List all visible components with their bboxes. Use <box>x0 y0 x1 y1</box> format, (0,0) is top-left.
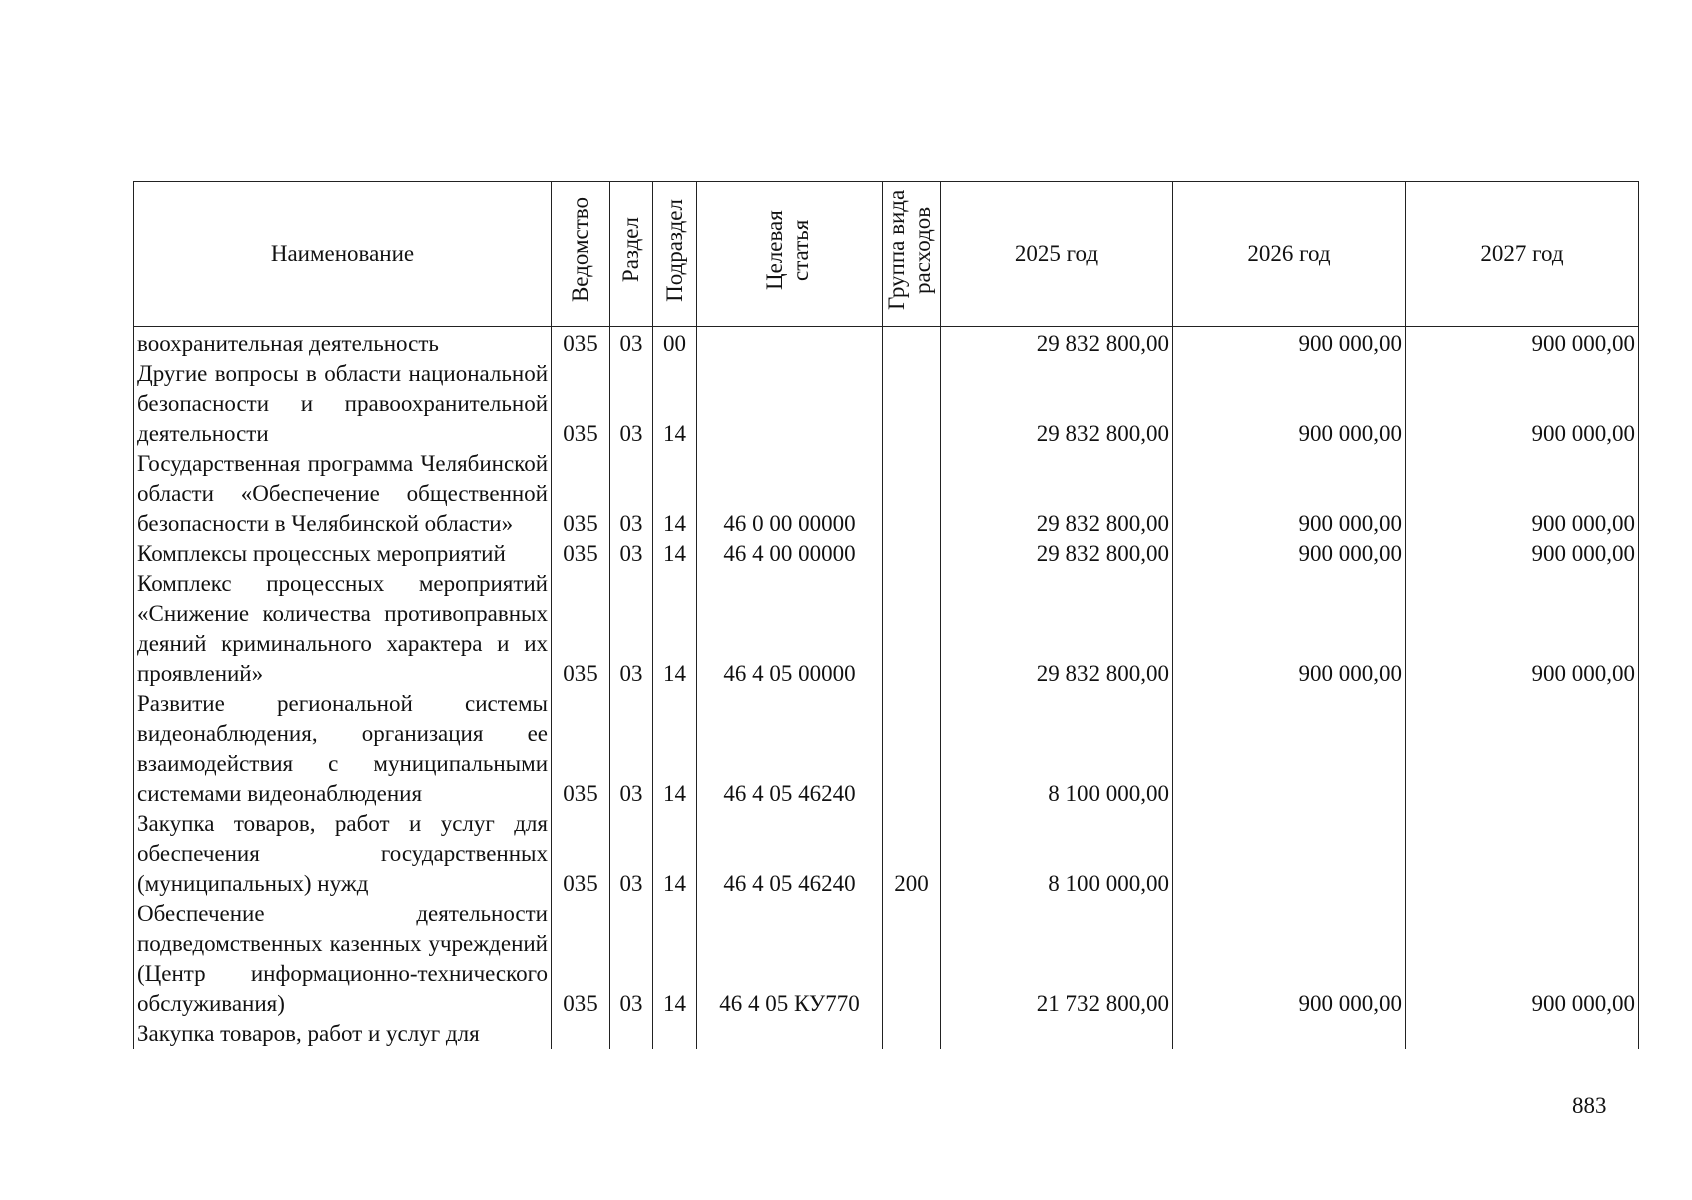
row-dept: 035 <box>552 327 610 360</box>
row-2027 <box>1406 809 1639 899</box>
row-name: Обеспечение деятельности подведомственных казенных учреждений (Центр информационно-технического обслуживания) <box>134 899 552 1019</box>
row-group <box>883 449 941 539</box>
row-section: 03 <box>610 327 653 360</box>
table-row <box>134 1019 1639 1049</box>
row-2027: 900 000,00 <box>1406 449 1639 539</box>
row-section: 03 <box>610 809 653 899</box>
budget-table <box>133 181 1639 1049</box>
row-2026: 900 000,00 <box>1173 327 1406 360</box>
row-name: Другие вопросы в области национальной безопасности и правоохранительной деятельности <box>134 359 552 449</box>
row-2027: 900 000,00 <box>1406 899 1639 1019</box>
row-2027: 900 000,00 <box>1406 539 1639 569</box>
row-2025 <box>941 1019 1173 1049</box>
row-2026: 900 000,00 <box>1173 449 1406 539</box>
row-group <box>883 359 941 449</box>
row-name: Государственная программа Челябинской области «Обеспечение общественной безопасности в Челябинской области» <box>134 449 552 539</box>
row-group <box>883 539 941 569</box>
row-2027 <box>1406 689 1639 809</box>
table-row <box>134 449 1639 539</box>
row-2025: 29 832 800,00 <box>941 539 1173 569</box>
table-row <box>134 899 1639 1019</box>
row-target <box>697 1019 883 1049</box>
header-subsection: Подраздел <box>653 182 697 327</box>
header-target: Целевая статья <box>697 182 883 327</box>
row-name: воохранительная деятельность <box>134 327 552 360</box>
row-target <box>697 327 883 360</box>
row-dept: 035 <box>552 809 610 899</box>
row-section: 03 <box>610 569 653 689</box>
page-number: 883 <box>1572 1093 1607 1118</box>
row-2026: 900 000,00 <box>1173 539 1406 569</box>
table-row <box>134 569 1639 689</box>
header-2026: 2026 год <box>1173 182 1406 327</box>
row-dept: 035 <box>552 899 610 1019</box>
row-group: 200 <box>883 809 941 899</box>
header-group: Группа вида расходов <box>883 182 941 327</box>
row-target: 46 4 05 46240 <box>697 689 883 809</box>
row-subsection: 14 <box>653 809 697 899</box>
row-2026: 900 000,00 <box>1173 359 1406 449</box>
row-name: Закупка товаров, работ и услуг для обеспечения государственных (муниципальных) нужд <box>134 809 552 899</box>
row-section <box>610 1019 653 1049</box>
header-row <box>134 182 1639 327</box>
row-dept: 035 <box>552 569 610 689</box>
row-subsection: 14 <box>653 569 697 689</box>
row-group <box>883 689 941 809</box>
row-dept <box>552 1019 610 1049</box>
row-dept: 035 <box>552 359 610 449</box>
row-target: 46 4 05 46240 <box>697 809 883 899</box>
table-row <box>134 689 1639 809</box>
row-name: Комплексы процессных мероприятий <box>134 539 552 569</box>
row-subsection <box>653 1019 697 1049</box>
header-2025: 2025 год <box>941 182 1173 327</box>
row-target: 46 4 05 КУ770 <box>697 899 883 1019</box>
row-name: Закупка товаров, работ и услуг для <box>134 1019 552 1049</box>
row-2026 <box>1173 1019 1406 1049</box>
header-2027: 2027 год <box>1406 182 1639 327</box>
row-dept: 035 <box>552 689 610 809</box>
row-2027 <box>1406 1019 1639 1049</box>
row-section: 03 <box>610 899 653 1019</box>
row-subsection: 14 <box>653 359 697 449</box>
row-section: 03 <box>610 539 653 569</box>
row-2027: 900 000,00 <box>1406 327 1639 360</box>
row-section: 03 <box>610 449 653 539</box>
row-name: Развитие региональной системы видеонаблюдения, организация ее взаимодействия с муниципальными системами видеонаблюдения <box>134 689 552 809</box>
row-2025: 29 832 800,00 <box>941 569 1173 689</box>
row-dept: 035 <box>552 449 610 539</box>
row-target: 46 0 00 00000 <box>697 449 883 539</box>
row-subsection: 14 <box>653 539 697 569</box>
row-target <box>697 359 883 449</box>
row-2025: 29 832 800,00 <box>941 449 1173 539</box>
row-target: 46 4 05 00000 <box>697 569 883 689</box>
row-2026: 900 000,00 <box>1173 569 1406 689</box>
header-section: Раздел <box>610 182 653 327</box>
row-2025: 8 100 000,00 <box>941 689 1173 809</box>
row-2025: 8 100 000,00 <box>941 809 1173 899</box>
row-subsection: 14 <box>653 899 697 1019</box>
row-2027: 900 000,00 <box>1406 569 1639 689</box>
header-name: Наименование <box>134 182 552 327</box>
row-2025: 29 832 800,00 <box>941 359 1173 449</box>
row-dept: 035 <box>552 539 610 569</box>
row-group <box>883 569 941 689</box>
row-2025: 29 832 800,00 <box>941 327 1173 360</box>
table-row <box>134 327 1639 360</box>
table-row <box>134 359 1639 449</box>
row-group <box>883 899 941 1019</box>
row-2026: 900 000,00 <box>1173 899 1406 1019</box>
row-2026 <box>1173 809 1406 899</box>
row-section: 03 <box>610 689 653 809</box>
table-row <box>134 539 1639 569</box>
row-name: Комплекс процессных мероприятий «Снижение количества противоправных деяний криминального характера и их проявлений» <box>134 569 552 689</box>
row-2027: 900 000,00 <box>1406 359 1639 449</box>
row-group <box>883 1019 941 1049</box>
row-target: 46 4 00 00000 <box>697 539 883 569</box>
row-group <box>883 327 941 360</box>
table-row <box>134 809 1639 899</box>
row-2026 <box>1173 689 1406 809</box>
header-dept: Ведомство <box>552 182 610 327</box>
row-subsection: 14 <box>653 689 697 809</box>
row-2025: 21 732 800,00 <box>941 899 1173 1019</box>
row-subsection: 14 <box>653 449 697 539</box>
row-section: 03 <box>610 359 653 449</box>
row-subsection: 00 <box>653 327 697 360</box>
